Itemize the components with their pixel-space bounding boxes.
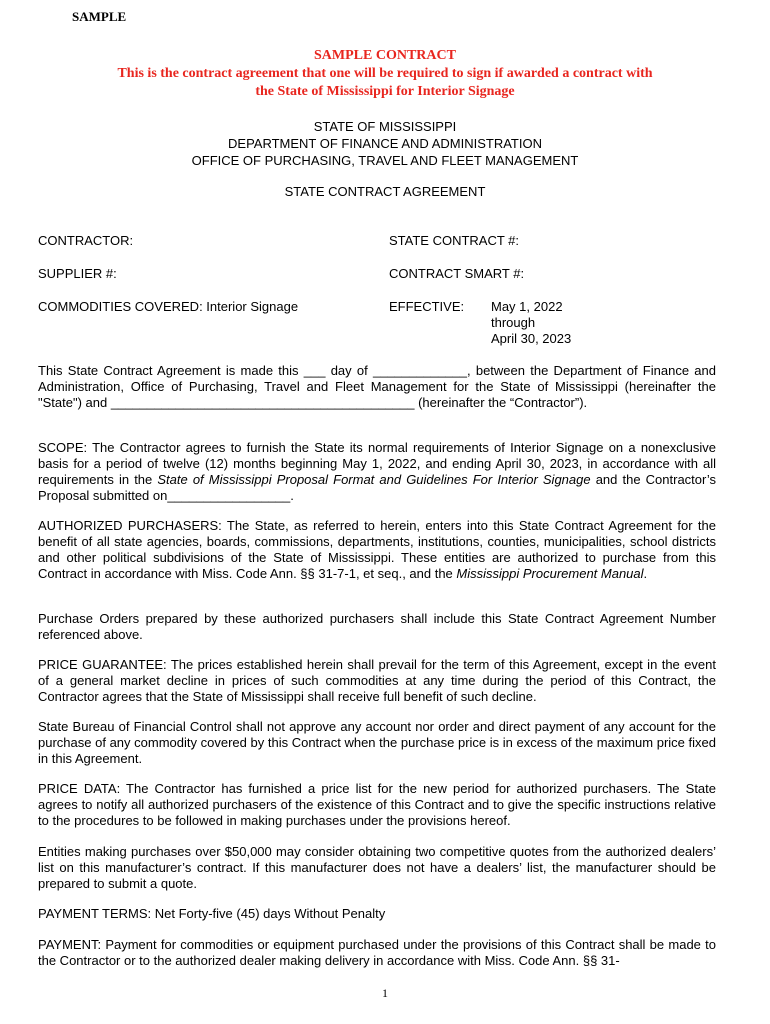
authorized-purchasers-paragraph: [38, 518, 716, 582]
procurement-manual-title: Mississippi Procurement Manual: [456, 566, 644, 581]
payment-text: PAYMENT: Payment for commodities or equipment purchased under the provisions of this Contract shall be made to the Contractor or to the authorized dealer making delivery in accordance with Miss. Code Ann. §§ 31-: [38, 937, 716, 968]
commodities-covered: COMMODITIES COVERED: Interior Signage: [38, 299, 299, 314]
authorized-text-b: .: [643, 566, 648, 581]
scope-proposal-title: State of Mississippi Proposal Format and Guidelines For Interior Signage: [157, 472, 591, 487]
payment-terms-paragraph: [38, 906, 716, 922]
supplier-number-label: SUPPLIER #:: [38, 266, 117, 281]
effective-label: EFFECTIVE:: [389, 299, 465, 314]
contractor-label: CONTRACTOR:: [38, 233, 134, 248]
intro-paragraph: [38, 363, 716, 411]
banner-line-3: the State of Mississippi for Interior Signage: [255, 84, 515, 99]
bureau-text: State Bureau of Financial Control shall not approve any account nor order and direct payment of any account for the purchase of any commodity covered by this Contract when the purchase price is in excess of the maximum price fixed in this Agreement.: [38, 719, 716, 766]
purchase-orders-text: Purchase Orders prepared by these authorized purchasers shall include this State Contract Agreement Number referenced above.: [38, 611, 716, 642]
price-data-text: PRICE DATA: The Contractor has furnished a price list for the new period for authorized purchasers. The State agrees to notify all authorized purchasers of the existence of this Contract and to give the specific instructions relative to the procedures to be followed in making purchases under the provisions hereof.: [38, 781, 716, 828]
contract-smart-number-label: CONTRACT SMART #:: [389, 266, 525, 281]
agency-header: [0, 118, 770, 169]
payment-paragraph: [38, 937, 716, 969]
banner-line-2: This is the contract agreement that one will be required to sign if awarded a contract with: [117, 66, 653, 81]
document-title: STATE CONTRACT AGREEMENT: [284, 184, 486, 199]
payment-terms-text: PAYMENT TERMS: Net Forty-five (45) days Without Penalty: [38, 906, 386, 921]
effective-to: April 30, 2023: [491, 331, 572, 346]
price-data-paragraph: [38, 781, 716, 829]
header-state: STATE OF MISSISSIPPI: [313, 119, 457, 134]
entities-paragraph: [38, 844, 716, 892]
price-guarantee-text: PRICE GUARANTEE: The prices established herein shall prevail for the term of this Agreement, except in the event of a general market decline in prices of such commodities at any time during the period of this Contract, the Contractor agrees that the State of Mississippi shall receive full benefit of such decline.: [38, 657, 716, 704]
effective-from: May 1, 2022: [491, 299, 563, 314]
intro-text: This State Contract Agreement is made this ___ day of _____________, between the Department of Finance and Administration, Office of Purchasing, Travel and Fleet Management for the State of Mississippi (hereinafter the "State") and __________________________________________ (hereinafter the “Contractor”).: [38, 363, 716, 410]
banner-title: SAMPLE CONTRACT: [314, 48, 456, 63]
entities-text: Entities making purchases over $50,000 may consider obtaining two competitive quotes from the authorized dealers’ list on this manufacturer’s contract. If this manufacturer does not have a dealers’ list, the manufacturer should be prepared to submit a quote.: [38, 844, 716, 891]
authorized-text-a: AUTHORIZED PURCHASERS: The State, as referred to herein, enters into this State Contract Agreement for the benefit of all state agencies, boards, commissions, departments, institutions, counties, municipalities, school districts and other political subdivisions of the State of Mississippi. These entities are authorized to purchase from this Contract in accordance with Miss. Code Ann. §§ 31-7-1, et seq., and the: [38, 518, 716, 581]
sample-banner: [0, 47, 770, 101]
bureau-paragraph: [38, 719, 716, 767]
effective-dates: [491, 299, 571, 347]
sample-corner-label: SAMPLE: [72, 9, 127, 24]
header-office: OFFICE OF PURCHASING, TRAVEL AND FLEET MANAGEMENT: [191, 153, 579, 168]
scope-text: [38, 440, 716, 504]
purchase-orders-paragraph: [38, 611, 716, 643]
price-guarantee-paragraph: [38, 657, 716, 705]
scope-text-a: SCOPE: The Contractor agrees to furnish the State its normal requirements of Interior Signage on a nonexclusive basis for a period of twelve (12) months beginning May 1, 2022, and ending April 30, 2023, in accordance with all requirements in the: [38, 440, 716, 487]
page-number: 1: [382, 986, 388, 1000]
authorized-text: [38, 518, 716, 582]
state-contract-number-label: STATE CONTRACT #:: [389, 233, 520, 248]
scope-paragraph: [38, 440, 716, 504]
scope-text-b: and the Contractor’s Proposal submitted on_________________.: [38, 472, 716, 503]
effective-through: through: [491, 315, 536, 330]
header-department: DEPARTMENT OF FINANCE AND ADMINISTRATION: [228, 136, 542, 151]
